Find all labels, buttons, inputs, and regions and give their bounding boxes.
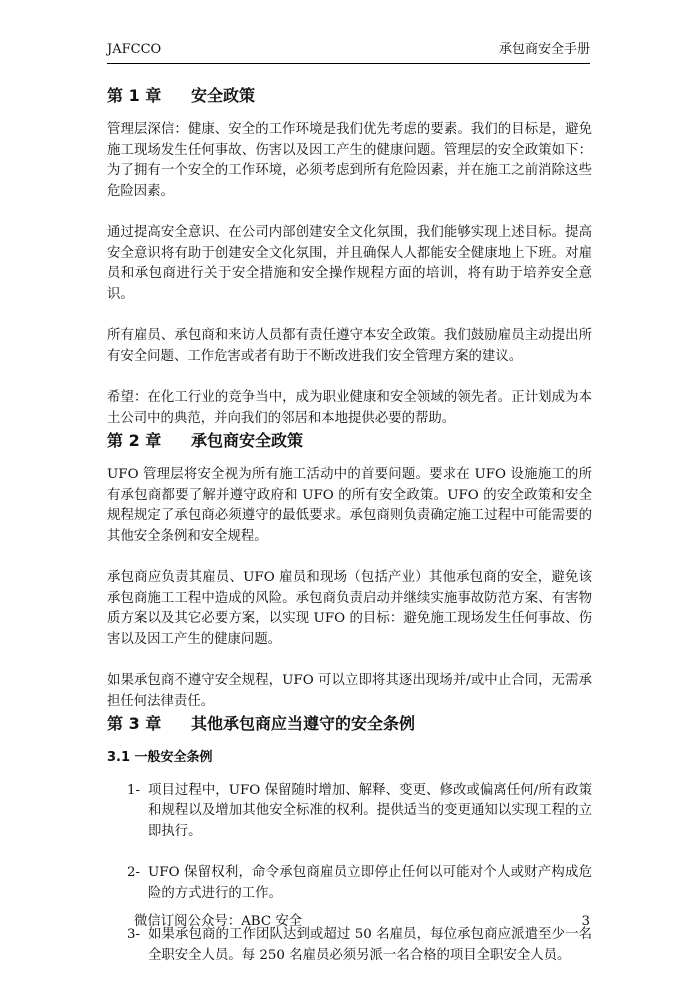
chapter-title: 安全政策 <box>191 86 256 105</box>
paragraph: 管理层深信：健康、安全的工作环境是我们优先考虑的要素。我们的目标是，避免施工现场发生任何事故、伤害以及因工产生的健康问题。管理层的安全政策如下：为了拥有一个安全的工作环境，必须考虑到所有危险因素，并在施工之前消除这些危险因素。 <box>107 122 592 199</box>
list-item <box>107 781 592 843</box>
header-divider <box>107 63 590 64</box>
numbered-list <box>107 781 592 967</box>
page-content <box>107 84 592 987</box>
list-item-text: UFO 保留权利，命令承包商雇员立即停止任何以可能对个人或财产构成危险的方式进行的工作。 <box>148 865 592 901</box>
chapter-3-heading <box>107 712 592 736</box>
chapter-2-heading <box>107 429 592 453</box>
paragraph: UFO 管理层将安全视为所有施工活动中的首要问题。要求在 UFO 设施施工的所有承包商都要了解并遵守政府和 UFO 的所有安全政策。UFO 的安全政策和安全规程规定了承包商必须遵守的最低要求。承包商则负责确定施工过程中可能需要的其他安全条例和安全规程。 <box>107 467 592 544</box>
paragraph: 承包商应负责其雇员、UFO 雇员和现场（包括产业）其他承包商的安全，避免该承包商施工工程中造成的风险。承包商负责启动并继续实施事故防范方案、有害物质方案以及其它必要方案，以实现 UFO 的目标：避免施工现场发生任何事故、伤害以及因工产生的健康问题。 <box>107 570 592 647</box>
paragraph: 通过提高安全意识、在公司内部创建安全文化氛围，我们能够实现上述目标。提高安全意识将有助于创建安全文化氛围，并且确保人人都能安全健康地上下班。对雇员和承包商进行关于安全措施和安全操作规程方面的培训，将有助于培养安全意识。 <box>107 225 592 302</box>
list-marker: 1- <box>127 782 141 798</box>
paragraph: 希望：在化工行业的竞争当中，成为职业健康和安全领域的领先者。正计划成为本土公司中的典范，并向我们的邻居和本地提供必要的帮助。 <box>107 390 592 426</box>
chapter-title: 承包商安全政策 <box>191 431 304 450</box>
page-header <box>107 40 590 60</box>
page-footer <box>134 912 590 932</box>
chapter-title: 其他承包商应当遵守的安全条例 <box>191 714 416 733</box>
page-number: 3 <box>581 914 590 929</box>
chapter-number: 第 3 章 <box>107 714 162 733</box>
paragraph: 如果承包商不遵守安全规程，UFO 可以立即将其逐出现场并/或中止合同，无需承担任何法律责任。 <box>107 673 592 709</box>
list-item <box>107 863 592 904</box>
paragraph: 所有雇员、承包商和来访人员都有责任遵守本安全政策。我们鼓励雇员主动提出所有安全问题、工作危害或者有助于不断改进我们安全管理方案的建议。 <box>107 328 592 364</box>
list-item-text: 如果承包商的工作团队达到或超过 50 名雇员，每位承包商应派遣至少一名全职安全人员。每 250 名雇员必须另派一名合格的项目全职安全人员。 <box>148 927 592 963</box>
footer-wechat-account: 微信订阅公众号：ABC 安全 <box>134 914 303 929</box>
header-company: JAFCCO <box>107 42 162 57</box>
list-item-text: 项目过程中，UFO 保留随时增加、解释、变更、修改或偏离任何/所有政策和规程以及增加其他安全标准的权利。提供适当的变更通知以实现工程的立即执行。 <box>148 782 592 839</box>
section-heading: 3.1 一般安全条例 <box>107 750 213 765</box>
header-document-title: 承包商安全手册 <box>498 42 590 57</box>
chapter-number: 第 2 章 <box>107 431 162 450</box>
chapter-number: 第 1 章 <box>107 86 162 105</box>
list-marker: 2- <box>127 865 141 880</box>
list-marker: 3- <box>127 927 141 942</box>
chapter-1-heading <box>107 84 592 108</box>
